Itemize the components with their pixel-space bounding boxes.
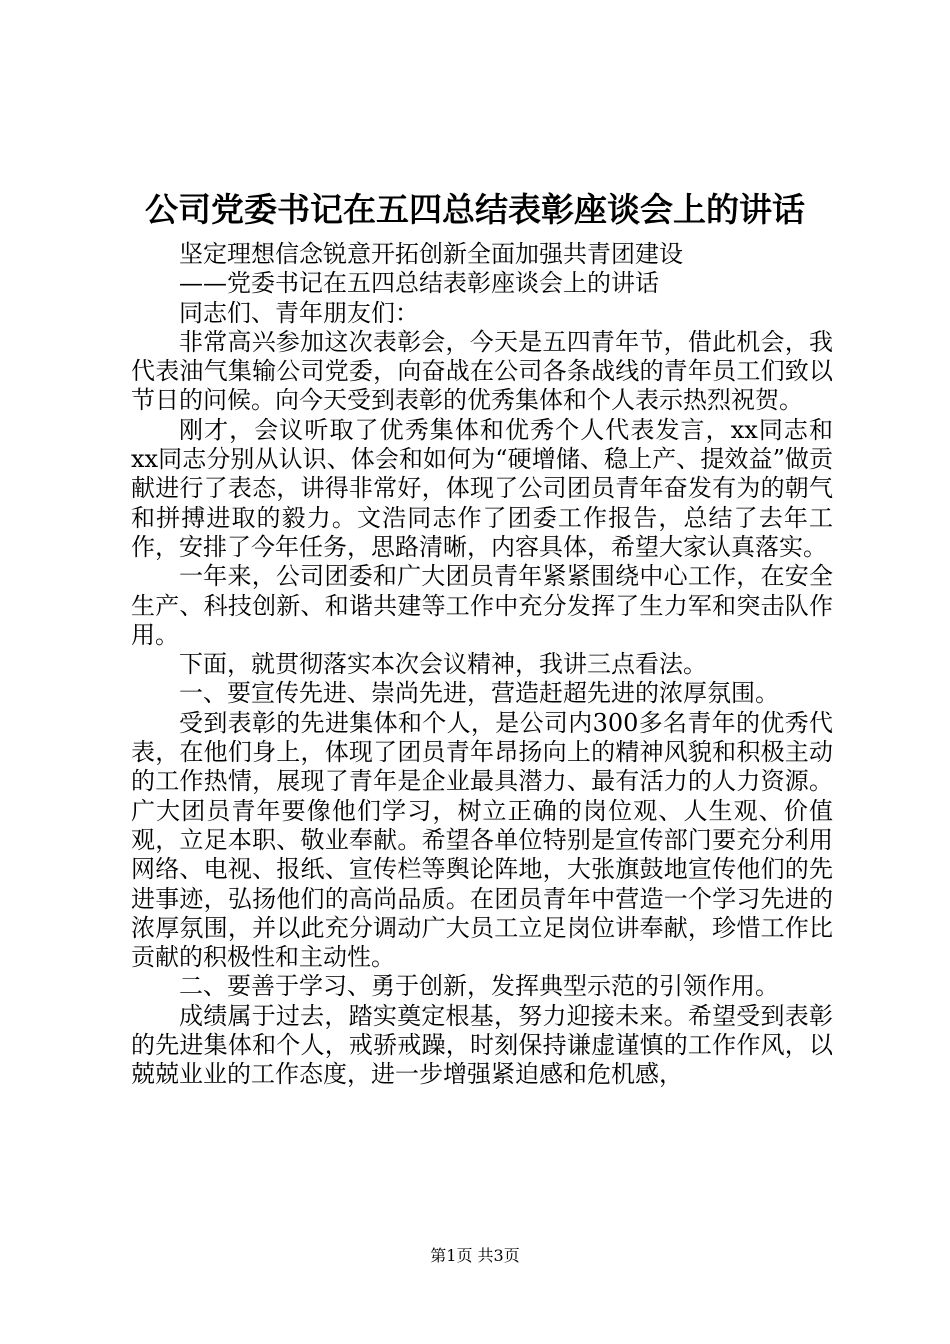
document-title: 公司党委书记在五四总结表彰座谈会上的讲话 bbox=[145, 190, 805, 229]
body-paragraph: 成绩属于过去，踏实奠定根基，努力迎接未来。希望受到表彰的先进集体和个人，戒骄戒躁，时刻保持谦虚谨慎的工作作风，以兢兢业业的工作态度，进一步增强紧迫感和危机感， bbox=[131, 1001, 833, 1089]
salutation: 同志们、青年朋友们： bbox=[179, 298, 419, 327]
subtitle-line: 坚定理想信念锐意开拓创新全面加强共青团建设 bbox=[179, 240, 683, 268]
body-paragraph: 一年来，公司团委和广大团员青年紧紧围绕中心工作，在安全生产、科技创新、和谐共建等工作中充分发挥了生力军和突击队作用。 bbox=[131, 562, 833, 649]
document-body bbox=[131, 240, 833, 1090]
body-paragraph: 受到表彰的先进集体和个人，是公司内300多名青年的优秀代表，在他们身上，体现了团员青年昂扬向上的精神风貌和积极主动的工作热情，展现了青年是企业最具潜力、最有活力的人力资源。广大团员青年要像他们学习，树立正确的岗位观、人生观、价值观，立足本职、敬业奉献。希望各单位特别是宣传部门要充分利用网络、电视、报纸、宣传栏等舆论阵地，大张旗鼓地宣传他们的先进事迹，弘扬他们的高尚品质。在团员青年中营造一个学习先进的浓厚氛围，并以此充分调动广大员工立足岗位讲奉献，珍惜工作比贡献的积极性和主动性。 bbox=[131, 708, 833, 972]
section-heading-1: 一、要宣传先进、崇尚先进，营造赶超先进的浓厚氛围。 bbox=[179, 679, 779, 708]
subtitle-byline: ——党委书记在五四总结表彰座谈会上的讲话 bbox=[179, 269, 659, 298]
body-paragraph: 下面，就贯彻落实本次会议精神，我讲三点看法。 bbox=[179, 650, 707, 679]
section-heading-2: 二、要善于学习、勇于创新，发挥典型示范的引领作用。 bbox=[179, 972, 779, 1001]
body-paragraph: 刚才，会议听取了优秀集体和优秀个人代表发言，xx同志和xx同志分别从认识、体会和如何为“硬增储、稳上产、提效益”做贡献进行了表态，讲得非常好，体现了公司团员青年奋发有为的朝气和拼搏进取的毅力。文浩同志作了团委工作报告，总结了去年工作，安排了今年任务，思路清晰，内容具体，希望大家认真落实。 bbox=[131, 415, 833, 561]
page-number: 第1页 共3页 bbox=[430, 1246, 520, 1265]
body-paragraph: 非常高兴参加这次表彰会，今天是五四青年节，借此机会，我代表油气集输公司党委，向奋战在公司各条战线的青年员工们致以节日的问候。向今天受到表彰的优秀集体和个人表示热烈祝贺。 bbox=[131, 327, 833, 415]
